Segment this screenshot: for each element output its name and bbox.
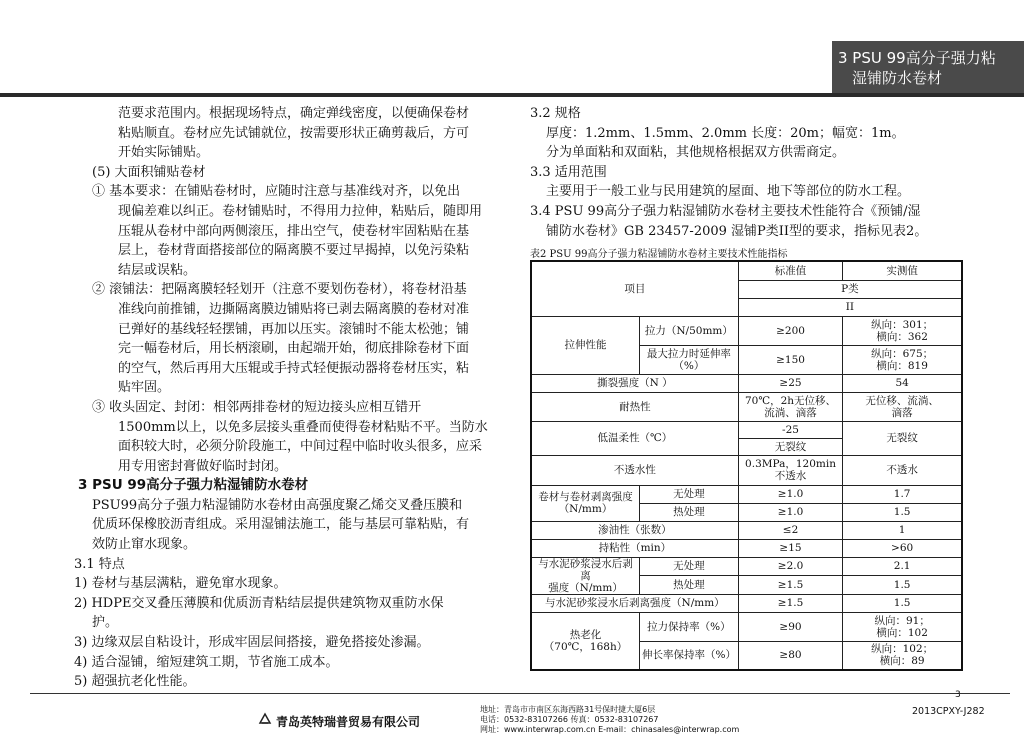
cemw-meas: 1.5 [843, 594, 962, 612]
row-aging: 热老化 （70℃，168h） [531, 612, 640, 670]
head-item: 项目 [531, 261, 738, 316]
aging-elong-meas: 纵向：102； 横向：89 [843, 641, 962, 670]
cement-u-std: ≥2.0 [738, 557, 843, 576]
spec-table [530, 260, 963, 671]
left_column-line: 3.1 特点 [74, 556, 125, 572]
left_column-line: 面积较大时，必须分阶段施工，中间过程中临时收头很多，应采 [118, 439, 483, 455]
footer-rule [30, 693, 1010, 694]
left_column-line: 范要求范围内。根据现场特点，确定弹线密度，以便确保卷材 [118, 106, 470, 121]
left_column-line: 用专用密封膏做好临时封闭。 [118, 458, 288, 474]
row-water: 不透水性 [531, 455, 738, 485]
document-code: 2013CPXY-J282 [912, 706, 985, 717]
aging-elong: 伸长率保持率（%） [640, 641, 739, 670]
left_column-line: 已弹好的基线轻轻摆铺，再加以压实。滚铺时不能太松弛；铺 [118, 321, 470, 337]
cement-heated: 热处理 [640, 576, 739, 595]
left_column-line: ② 滚铺法：把隔离膜轻轻划开（注意不要划伤卷材），将卷材沿基 [92, 282, 467, 298]
head-meas: 实测值 [843, 261, 962, 280]
heat-std: 70℃，2h无位移、 流淌、滴落 [738, 392, 843, 421]
water-meas: 不透水 [843, 455, 962, 485]
header-title-line1: 3 PSU 99高分子强力粘 [838, 49, 996, 67]
left_column-line: 3) 边缘双层自粘设计，形成牢固层间搭接，避免搭接处渗漏。 [74, 635, 430, 651]
cement-h-std: ≥1.5 [738, 576, 843, 595]
left_column-line: 优质环保橡胶沥青组成。采用湿铺法施工，能与基层可靠粘贴，有 [92, 517, 470, 533]
left_column-line: 开始实际铺贴。 [118, 145, 210, 161]
row-cement-water: 与水泥砂浆浸水后剥离强度（N/mm） [531, 594, 738, 612]
left_column-line: 4) 适合湿铺，缩短建筑工期，节省施工成本。 [74, 654, 339, 670]
aging-tensile: 拉力保持率（%） [640, 612, 739, 641]
right_column-line: 3.3 适用范围 [530, 164, 607, 180]
company-name: 青岛英特瑞普贸易有限公司 [276, 715, 421, 729]
right_column-line: 3.2 规格 [530, 106, 581, 121]
header-title-box [832, 41, 1024, 96]
head-ii: II [738, 298, 962, 316]
left_column-line: 效防止窜水现象。 [92, 537, 197, 553]
contact-phone: 电话：0532-83107266 传真：0532-83107267 [480, 715, 659, 724]
peel-h-meas: 1.5 [843, 503, 962, 521]
left-column [62, 104, 502, 692]
row-tack: 持粘性（min） [531, 539, 738, 557]
header-title-line2: 湿铺防水卷材 [852, 69, 943, 87]
cemw-std: ≥1.5 [738, 594, 843, 612]
row-tear: 撕裂强度（N ） [531, 374, 738, 392]
left_column-line: 的空气，然后再用大压辊或手持式轻便振动器将卷材压实，粘 [118, 360, 470, 376]
left_column-line: 层上，卷材背面搭接部位的隔离膜不要过早揭掉，以免污染粘 [118, 243, 470, 259]
tensile-force-std: ≥200 [738, 316, 843, 345]
cement-h-meas: 1.5 [843, 576, 962, 595]
peel-untreated: 无处理 [640, 485, 739, 503]
right_column-line: 厚度：1.2mm、1.5mm、2.0mm 长度：20m；幅宽：1m。 [546, 125, 905, 141]
aging-elong-std: ≥80 [738, 641, 843, 670]
left_column-line: 5) 超强抗老化性能。 [74, 674, 196, 690]
left_column-line: (5) 大面积铺贴卷材 [92, 164, 206, 180]
cement-untreated: 无处理 [640, 557, 739, 576]
left_column-line: 贴牢固。 [118, 380, 171, 396]
peel-heated: 热处理 [640, 503, 739, 521]
right_column-line: 铺防水卷材》GB 23457-2009 湿铺P类II型的要求，指标见表2。 [546, 223, 928, 239]
row-tensile: 拉伸性能 [531, 316, 640, 374]
left_column-line: 1500mm以上，以免多层接头重叠而使得卷材粘贴不平。当防水 [118, 419, 488, 435]
tear-std: ≥25 [738, 374, 843, 392]
water-std: 0.3MPa，120min 不透水 [738, 455, 843, 485]
header-rule [0, 93, 1024, 97]
contact-address: 地址：青岛市市南区东海西路31号保时捷大厦6层 [480, 705, 656, 714]
aging-tensile-std: ≥90 [738, 612, 843, 641]
left_column-line: 护。 [92, 615, 119, 631]
oil-std: ≤2 [738, 521, 843, 539]
head-std: 标准值 [738, 261, 843, 280]
elongation-std: ≥150 [738, 345, 843, 374]
left_column-line: PSU99高分子强力粘湿铺防水卷材由高强度聚乙烯交叉叠压膜和 [92, 497, 463, 513]
left_column-line: 粘贴顺直。卷材应先试铺就位，按需要形状正确剪裁后，方可 [118, 125, 470, 141]
left_column-line: ③ 收头固定、封闭：相邻两排卷材的短边接头应相互错开 [92, 399, 422, 415]
left_column-line: 准线向前推铺，边撕隔离膜边铺贴将已剥去隔离膜的卷材对准 [118, 301, 470, 317]
tack-meas: >60 [843, 539, 962, 557]
lowtemp-std1: -25 [738, 421, 843, 438]
elongation-meas: 纵向：675； 横向：819 [843, 345, 962, 374]
lowtemp-std2: 无裂纹 [738, 438, 843, 455]
tear-meas: 54 [843, 374, 962, 392]
peel-u-meas: 1.7 [843, 485, 962, 503]
page-number: 3 [955, 690, 961, 700]
left_column-line: 3 PSU 99高分子强力粘湿铺防水卷材 [78, 477, 309, 494]
left_column-line: 结层或误粘。 [118, 262, 197, 278]
row-oil: 渗油性（张数） [531, 521, 738, 539]
cement-u-meas: 2.1 [843, 557, 962, 576]
head-p: P类 [738, 280, 962, 298]
left_column-line: 现偏差难以纠正。卷材铺贴时，不得用力拉伸，粘贴后，随即用 [118, 203, 483, 219]
peel-u-std: ≥1.0 [738, 485, 843, 503]
row-peel: 卷材与卷材剥离强度 （N/mm） [531, 485, 640, 521]
tensile-force-meas: 纵向：301； 横向：362 [843, 316, 962, 345]
left_column-line: ① 基本要求：在铺贴卷材时，应随时注意与基准线对齐，以免出 [92, 184, 461, 200]
aging-tensile-meas: 纵向：91； 横向：102 [843, 612, 962, 641]
right-column [516, 104, 986, 241]
contact-block [480, 705, 739, 735]
left_column-line: 压辊从卷材中部向两侧滚压，排出空气，使卷材牢固粘贴在基 [118, 223, 470, 239]
elongation: 最大拉力时延伸率 （%） [640, 345, 739, 374]
row-cement: 与水泥砂浆浸水后剥离 强度（N/mm） [531, 557, 640, 594]
right_column-line: 分为单面粘和双面粘，其他规格根据双方供需商定。 [546, 145, 846, 161]
right_column-line: 3.4 PSU 99高分子强力粘湿铺防水卷材主要技术性能符合《预铺/湿 [530, 203, 921, 219]
right_column-line: 主要用于一般工业与民用建筑的屋面、地下等部位的防水工程。 [546, 184, 911, 200]
lowtemp-meas: 无裂纹 [843, 421, 962, 455]
left_column-line: 完一幅卷材后，用长柄滚刷，由起端开始，彻底排除卷材下面 [118, 341, 470, 357]
heat-meas: 无位移、流淌、 滴落 [843, 392, 962, 421]
oil-meas: 1 [843, 521, 962, 539]
company-logo-icon [258, 712, 272, 726]
contact-web: 网址：www.interwrap.com.cn E-mail：chinasales@interwrap.com [480, 725, 740, 734]
left_column-line: 1) 卷材与基层满粘，避免窜水现象。 [74, 576, 287, 592]
row-lowtemp: 低温柔性（℃） [531, 421, 738, 455]
row-heat: 耐热性 [531, 392, 738, 421]
peel-h-std: ≥1.0 [738, 503, 843, 521]
tensile-force: 拉力（N/50mm） [640, 316, 739, 345]
left_column-line: 2) HDPE交叉叠压薄膜和优质沥青粘结层提供建筑物双重防水保 [74, 595, 444, 611]
table-caption: 表2 PSU 99高分子强力粘湿铺防水卷材主要技术性能指标 [530, 249, 788, 260]
tack-std: ≥15 [738, 539, 843, 557]
